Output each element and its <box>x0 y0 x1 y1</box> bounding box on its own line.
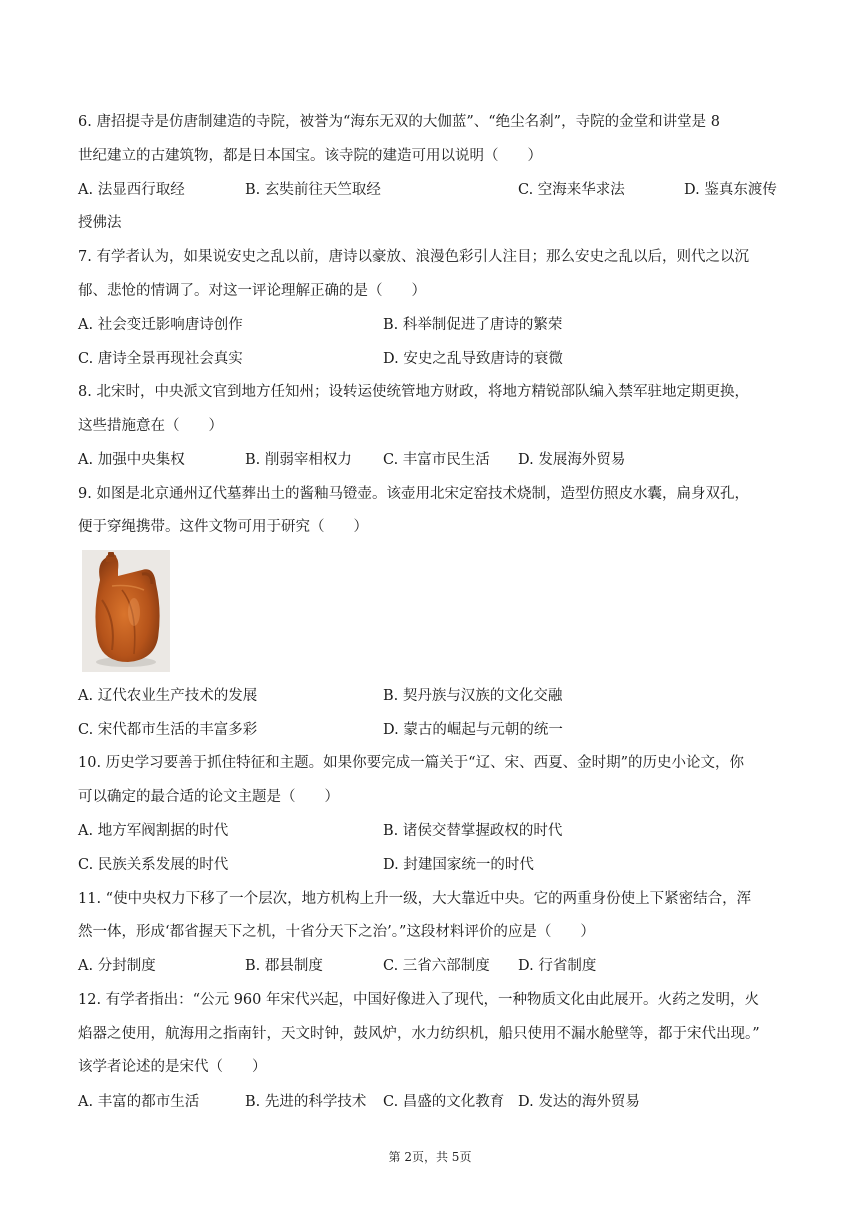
q6-option-c: C. 空海来华求法 <box>518 182 625 198</box>
q8-option-b: B. 削弱宰相权力 <box>245 452 352 468</box>
q6-stem-line-2: 世纪建立的古建筑物，都是日本国宝。该寺院的建造可用以说明（ ） <box>78 148 542 164</box>
q7-stem-line-2: 郁、悲怆的情调了。对这一评论理解正确的是（ ） <box>78 283 426 299</box>
q6-option-b: B. 玄奘前往天竺取经 <box>245 182 381 198</box>
q11-stem-line-2: 然一体，形成‘都省握天下之机，十省分天下之治’。”这段材料评价的应是（ ） <box>78 924 595 940</box>
q12-stem-line-3: 该学者论述的是宋代（ ） <box>78 1059 267 1075</box>
page-number: 第 2页，共 5页 <box>388 1150 472 1164</box>
q11-option-c: C. 三省六部制度 <box>383 958 490 974</box>
q7-option-b: B. 科举制促进了唐诗的繁荣 <box>383 317 563 333</box>
q8-option-c: C. 丰富市民生活 <box>383 452 490 468</box>
q6-stem-line-1: 6. 唐招提寺是仿唐制建造的寺院，被誉为“海东无双的大伽蓝”、“绝尘名刹”，寺院的金堂和讲堂是 8 <box>78 114 720 130</box>
q9-option-d: D. 蒙古的崛起与元朝的统一 <box>383 722 563 738</box>
stirrup-flask-photo <box>82 550 170 672</box>
q9-option-b: B. 契丹族与汉族的文化交融 <box>383 688 563 704</box>
q11-option-a: A. 分封制度 <box>78 958 156 974</box>
q12-stem-line-1: 12. 有学者指出：“公元 960 年宋代兴起，中国好像进入了现代，一种物质文化由此展开。火药之发明，火 <box>78 992 759 1008</box>
q9-option-c: C. 宋代都市生活的丰富多彩 <box>78 722 258 738</box>
q9-stem-line-1: 9. 如图是北京通州辽代墓葬出土的酱釉马镫壶。该壶用北宋定窑技术烧制，造型仿照皮水囊，扁身双孔， <box>78 486 749 502</box>
q7-option-c: C. 唐诗全景再现社会真实 <box>78 351 243 367</box>
q8-stem-line-2: 这些措施意在（ ） <box>78 418 223 434</box>
q12-option-d: D. 发达的海外贸易 <box>518 1094 640 1110</box>
q7-stem-line-1: 7. 有学者认为，如果说安史之乱以前，唐诗以豪放、浪漫色彩引人注目；那么安史之乱以后，则代之以沉 <box>78 249 749 265</box>
q8-stem-line-1: 8. 北宋时，中央派文官到地方任知州；设转运使统管地方财政，将地方精锐部队编入禁军驻地定期更换， <box>78 384 749 400</box>
q10-option-a: A. 地方军阀割据的时代 <box>78 823 229 839</box>
q12-stem-line-2: 焰器之使用，航海用之指南针，天文时钟，鼓风炉，水力纺织机，船只使用不漏水舱壁等，都于宋代出现。” <box>78 1026 760 1042</box>
q12-option-a: A. 丰富的都市生活 <box>78 1094 200 1110</box>
q8-option-d: D. 发展海外贸易 <box>518 452 626 468</box>
q12-option-b: B. 先进的科学技术 <box>245 1094 367 1110</box>
q9-option-a: A. 辽代农业生产技术的发展 <box>78 688 258 704</box>
q7-option-d: D. 安史之乱导致唐诗的衰微 <box>383 351 563 367</box>
q9-stem-line-2: 便于穿绳携带。这件文物可用于研究（ ） <box>78 519 368 535</box>
q8-option-a: A. 加强中央集权 <box>78 452 185 468</box>
q10-option-d: D. 封建国家统一的时代 <box>383 857 534 873</box>
q6-option-a: A. 法显西行取经 <box>78 182 185 198</box>
q11-option-d: D. 行省制度 <box>518 958 597 974</box>
q11-option-b: B. 郡县制度 <box>245 958 323 974</box>
q10-stem-line-2: 可以确定的最合适的论文主题是（ ） <box>78 789 339 805</box>
q6-option-d-continued: 授佛法 <box>78 215 122 231</box>
q7-option-a: A. 社会变迁影响唐诗创作 <box>78 317 243 333</box>
q11-stem-line-1: 11. “使中央权力下移了一个层次，地方机构上升一级，大大靠近中央。它的两重身份使上下紧密结合，浑 <box>78 891 752 907</box>
q10-option-b: B. 诸侯交替掌握政权的时代 <box>383 823 563 839</box>
q12-option-c: C. 昌盛的文化教育 <box>383 1094 505 1110</box>
q10-option-c: C. 民族关系发展的时代 <box>78 857 229 873</box>
q10-stem-line-1: 10. 历史学习要善于抓住特征和主题。如果你要完成一篇关于“辽、宋、西夏、金时期”的历史小论文，你 <box>78 755 744 771</box>
q6-option-d: D. 鉴真东渡传 <box>684 182 777 198</box>
